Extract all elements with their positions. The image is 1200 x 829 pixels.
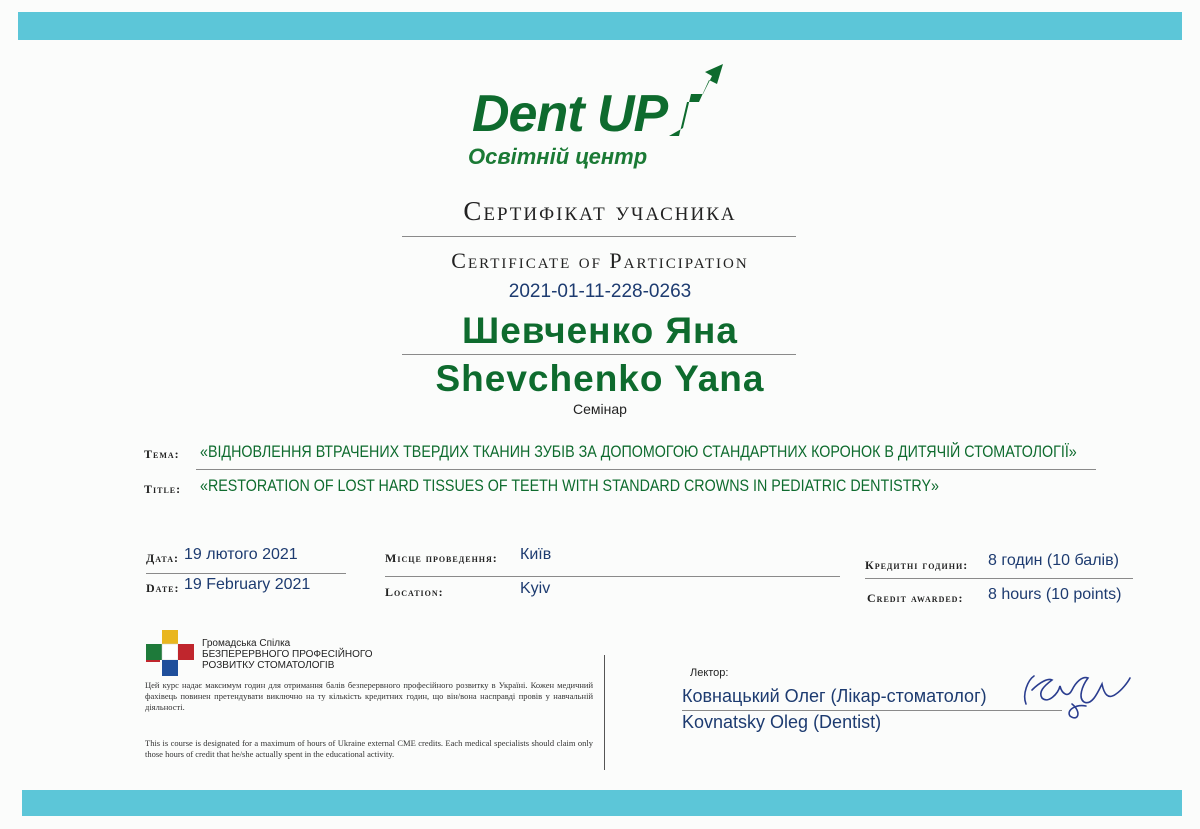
top-border-band — [18, 12, 1182, 40]
association-name-line2: БЕЗПЕРЕРВНОГО ПРОФЕСІЙНОГО — [202, 649, 373, 660]
lector-name-en: Kovnatsky Oleg (Dentist) — [682, 712, 882, 732]
topic-label-ua: Тема: — [144, 447, 180, 461]
credits-label-ua: Кредитні години: — [865, 558, 969, 572]
divider — [865, 578, 1133, 579]
date-label-en: Date: — [146, 581, 180, 595]
divider — [385, 576, 840, 577]
lector-name-ua: Ковнацький Олег (Лікар-стоматолог) — [682, 686, 987, 706]
divider — [402, 354, 796, 355]
cme-fine-print-en: This is course is designated for a maximum of hours of Ukraine external CME credits. Each medical specialists should claim only those hours of credit that he/she actually spent in the educational activity. — [145, 738, 593, 759]
location-value-en: Kyiv — [520, 580, 551, 597]
topic-label-en: Title: — [144, 482, 182, 496]
event-type: Семінар — [573, 401, 627, 417]
divider — [196, 469, 1096, 470]
topic-value-en: «RESTORATION OF LOST HARD TISSUES OF TEETH WITH STANDARD CROWNS IN PEDIATRIC DENTISTRY» — [200, 476, 939, 495]
logo-brand-text: Dent UP — [472, 85, 668, 143]
date-value-ua: 19 лютого 2021 — [184, 546, 298, 563]
association-cross-logo — [142, 630, 196, 678]
date-value-en: 19 February 2021 — [184, 576, 311, 593]
association-name — [202, 638, 373, 671]
topic-value-ua: «ВІДНОВЛЕННЯ ВТРАЧЕНИХ ТВЕРДИХ ТКАНИН ЗУБІВ ЗА ДОПОМОГОЮ СТАНДАРТНИХ КОРОНОК В ДИТЯЧІЙ СТОМАТОЛОГІЇ» — [200, 442, 1077, 461]
location-value-ua: Київ — [520, 546, 552, 563]
divider — [682, 710, 1062, 711]
credits-value-en: 8 hours (10 points) — [988, 586, 1122, 603]
credits-label-en: Credit awarded: — [867, 591, 964, 605]
date-label-ua: Дата: — [146, 551, 180, 565]
location-label-en: Location: — [385, 585, 444, 599]
participant-name-en: Shevchenko Yana — [435, 358, 765, 399]
divider — [146, 573, 346, 574]
bottom-border-band — [22, 790, 1182, 816]
association-name-line3: РОЗВИТКУ СТОМАТОЛОГІВ — [202, 660, 335, 671]
lector-signature — [1012, 664, 1142, 726]
dent-up-logo — [460, 62, 750, 172]
divider — [402, 236, 796, 237]
participant-name-ua: Шевченко Яна — [462, 310, 738, 351]
certificate-title-en: Certificate of Participation — [451, 248, 749, 273]
certificate-number: 2021-01-11-228-0263 — [508, 281, 692, 302]
vertical-separator — [604, 655, 605, 770]
lector-label: Лектор: — [690, 667, 729, 679]
location-label-ua: Місце проведення: — [385, 551, 498, 565]
growth-arrow-icon — [665, 62, 735, 142]
logo-subtitle: Освітній центр — [468, 144, 648, 169]
cme-fine-print-ua: Цей курс надає максимум годин для отримання балів безперервного професійного розвитку в Україні. Кожен медичний фахівець повинен претендувати виключно на ту кількість кредитних годин, що він/вона насправді провів у навчальній діяльності. — [145, 680, 593, 712]
credits-value-ua: 8 годин (10 балів) — [988, 552, 1119, 569]
association-name-line1: Громадська Спілка — [202, 638, 291, 649]
certificate-title-ua: Сертифікат учасника — [463, 196, 737, 226]
